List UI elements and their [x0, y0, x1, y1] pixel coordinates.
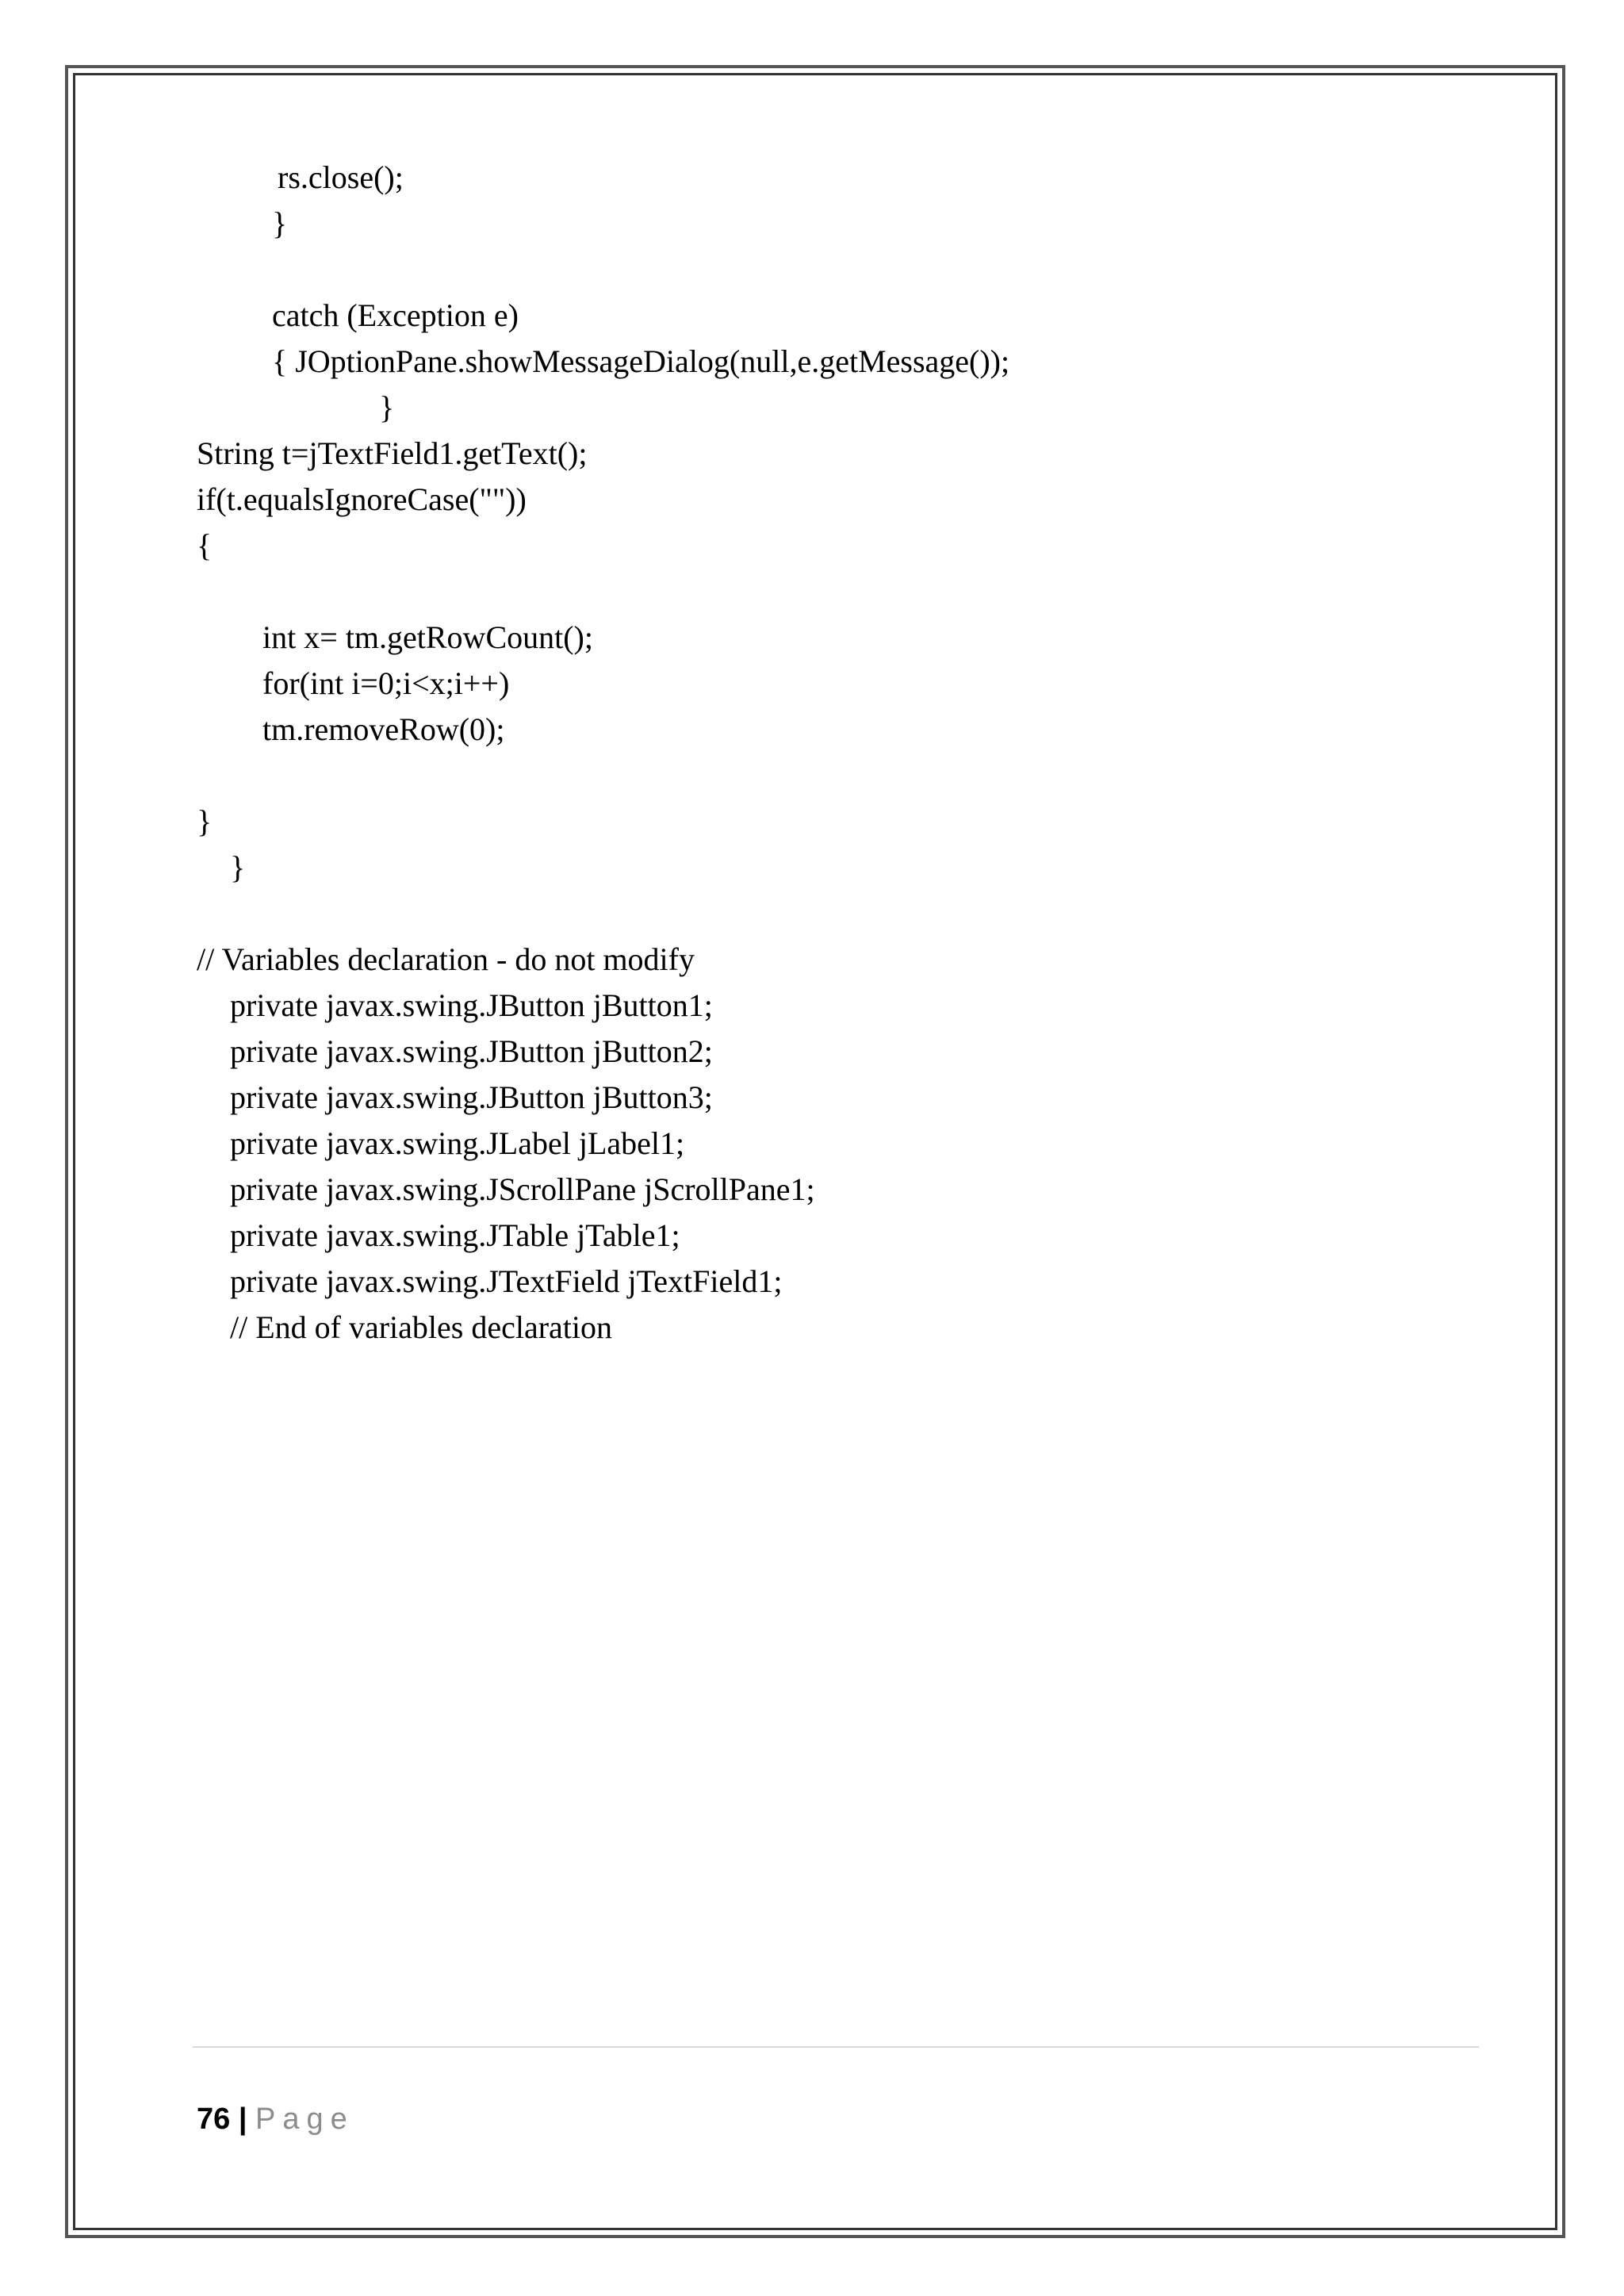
code-line: }: [379, 389, 395, 425]
code-line: String t=jTextField1.getText();: [197, 435, 588, 471]
code-line: private javax.swing.JButton jButton1;: [230, 987, 713, 1023]
code-line: private javax.swing.JButton jButton2;: [230, 1033, 713, 1069]
code-line: private javax.swing.JScrollPane jScrollPane1;: [230, 1171, 815, 1207]
page-label: Page: [255, 2102, 354, 2136]
code-line: int x= tm.getRowCount();: [262, 619, 593, 655]
code-line: catch (Exception e): [272, 297, 519, 333]
code-line: }: [272, 205, 288, 241]
code-line: private javax.swing.JLabel jLabel1;: [230, 1125, 685, 1161]
code-line: // End of variables declaration: [230, 1309, 613, 1345]
code-line: { JOptionPane.showMessageDialog(null,e.getMessage());: [272, 343, 1010, 379]
page-footer: [197, 2100, 354, 2138]
page-number: 76: [197, 2102, 231, 2136]
code-line: }: [230, 849, 246, 885]
page-separator: |: [238, 2102, 247, 2136]
code-line: if(t.equalsIgnoreCase("")): [197, 481, 527, 517]
code-line: // Variables declaration - do not modify: [197, 941, 695, 977]
code-line: {: [197, 527, 213, 563]
code-line: for(int i=0;i<x;i++): [262, 665, 510, 701]
code-line: tm.removeRow(0);: [262, 711, 505, 747]
footer-divider: [193, 2046, 1479, 2048]
code-line: }: [197, 803, 213, 839]
code-line: rs.close();: [278, 159, 404, 195]
code-line: private javax.swing.JButton jButton3;: [230, 1079, 713, 1115]
code-line: private javax.swing.JTable jTable1;: [230, 1217, 680, 1253]
code-line: private javax.swing.JTextField jTextField1;: [230, 1263, 783, 1299]
